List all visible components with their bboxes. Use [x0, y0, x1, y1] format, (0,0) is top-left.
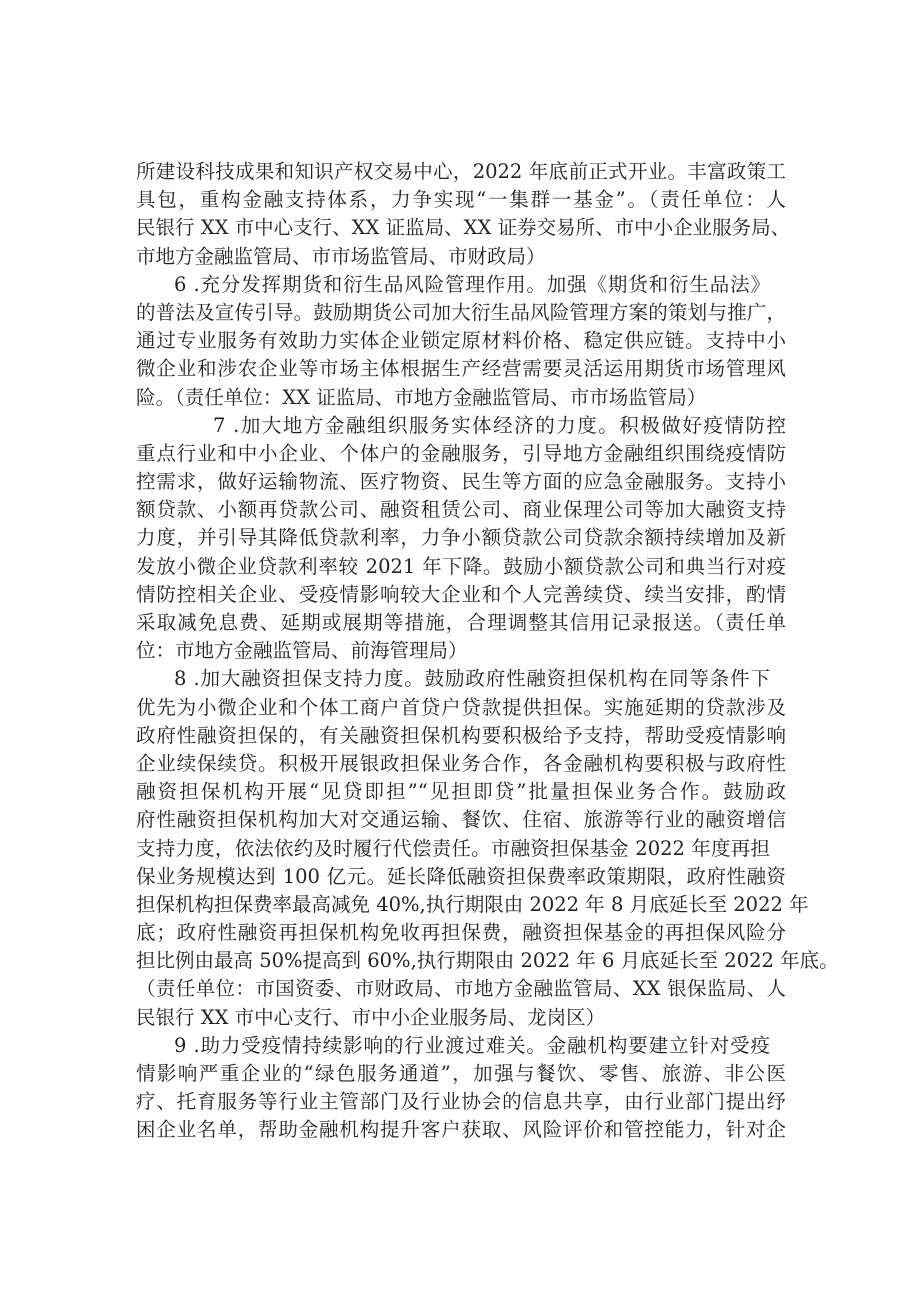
- text-line: 力度，并引导其降低贷款利率，力争小额贷款公司贷款余额持续增加及新: [136, 526, 786, 550]
- paragraph-5-continued: [136, 158, 791, 271]
- text-line: 微企业和涉农企业等市场主体根据生产经营需要灵活运用期货市场管理风: [136, 357, 786, 381]
- text-line: 政府性融资担保的，有关融资担保机构要积极给予支持，帮助受疫情影响: [136, 723, 786, 747]
- text-line: 控需求，做好运输物流、医疗物资、民生等方面的应急金融服务。支持小: [136, 470, 786, 494]
- paragraph-heading-line: 9 .助力受疫情持续影响的行业渡过难关。金融机构要建立针对受疫: [174, 1033, 770, 1057]
- text-line: 所建设科技成果和知识产权交易中心，2022 年底前正式开业。丰富政策工: [136, 160, 786, 183]
- paragraph-8: [136, 665, 839, 1031]
- text-line: 担比例由最高 50%提高到 60%,执行期限由 2022 年 6 月底延长至 2022 年底。: [136, 949, 839, 973]
- text-line: 保业务规模达到 100 亿元。延长降低融资担保费率政策期限，政府性融资: [136, 864, 786, 888]
- text-line: 重点行业和中小企业、个体户的金融服务，引导地方金融组织围绕疫情防: [136, 441, 786, 465]
- paragraph-heading-line: 7 .加大地方金融组织服务实体经济的力度。积极做好疫情防控: [213, 413, 786, 437]
- text-line: 民银行 XX 市中心支行、XX 证监局、XX 证券交易所、市中小企业服务局、: [136, 216, 791, 240]
- paragraph-7: [136, 412, 786, 666]
- text-line: 民银行 XX 市中心支行、市中小企业服务局、龙岗区）: [136, 1005, 606, 1029]
- text-line: 市地方金融监管局、市市场监管局、市财政局）: [136, 244, 546, 268]
- text-line: 担保机构担保费率最高减免 40%,执行期限由 2022 年 8 月底延长至 2022 年: [136, 892, 809, 916]
- text-line: 融资担保机构开展“见贷即担”“见担即贷”批量担保业务合作。鼓励政: [136, 780, 786, 804]
- text-line: 采取减免息费、延期或展期等措施，合理调整其信用记录报送。（责任单: [136, 611, 786, 634]
- text-line: 具包，重构金融支持体系，力争实现“一集群一基金”。（责任单位：人: [136, 188, 786, 212]
- text-line: 府性融资担保机构加大对交通运输、餐饮、住宿、旅游等行业的融资增信: [136, 808, 786, 832]
- paragraph-heading-line: 6 .充分发挥期货和衍生品风险管理作用。加强《期货和衍生品法》: [174, 272, 770, 296]
- paragraph-9: [136, 1032, 786, 1145]
- document-page: [136, 158, 839, 1145]
- text-line: 位：市地方金融监管局、前海管理局）: [136, 639, 468, 663]
- text-line: 情影响严重企业的“绿色服务通道”，加强与餐饮、零售、旅游、非公医: [136, 1062, 786, 1085]
- text-line: 情防控相关企业、受疫情影响较大企业和个人完善续贷、续当安排，酌情: [136, 582, 786, 606]
- text-line: 疗、托育服务等行业主管部门及行业协会的信息共享，由行业部门提出纾: [136, 1090, 786, 1114]
- text-line: 额贷款、小额再贷款公司、融资租赁公司、商业保理公司等加大融资支持: [136, 498, 786, 522]
- paragraph-6: [136, 271, 786, 412]
- text-line: （责任单位：市国资委、市财政局、市地方金融监管局、XX 银保监局、人: [136, 977, 786, 1001]
- text-line: 企业续保续贷。积极开展银政担保业务合作，各金融机构要积极与政府性: [136, 751, 786, 775]
- text-line: 的普法及宣传引导。鼓励期货公司加大衍生品风险管理方案的策划与推广，: [136, 300, 786, 324]
- text-line: 发放小微企业贷款利率较 2021 年下降。鼓励小额贷款公司和典当行对疫: [136, 554, 786, 578]
- paragraph-heading-line: 8 .加大融资担保支持力度。鼓励政府性融资担保机构在同等条件下: [174, 667, 770, 691]
- text-line: 险。（责任单位：XX 证监局、市地方金融监管局、市市场监管局）: [136, 385, 707, 409]
- text-line: 支持力度，依法依约及时履行代偿责任。市融资担保基金 2022 年度再担: [136, 836, 770, 860]
- text-line: 通过专业服务有效助力实体企业锁定原材料价格、稳定供应链。支持中小: [136, 329, 786, 353]
- text-line: 优先为小微企业和个体工商户首贷户贷款提供担保。实施延期的贷款涉及: [136, 695, 786, 719]
- text-line: 底；政府性融资再担保机构免收再担保费，融资担保基金的再担保风险分: [136, 921, 786, 945]
- text-line: 困企业名单，帮助金融机构提升客户获取、风险评价和管控能力，针对企: [136, 1118, 786, 1142]
